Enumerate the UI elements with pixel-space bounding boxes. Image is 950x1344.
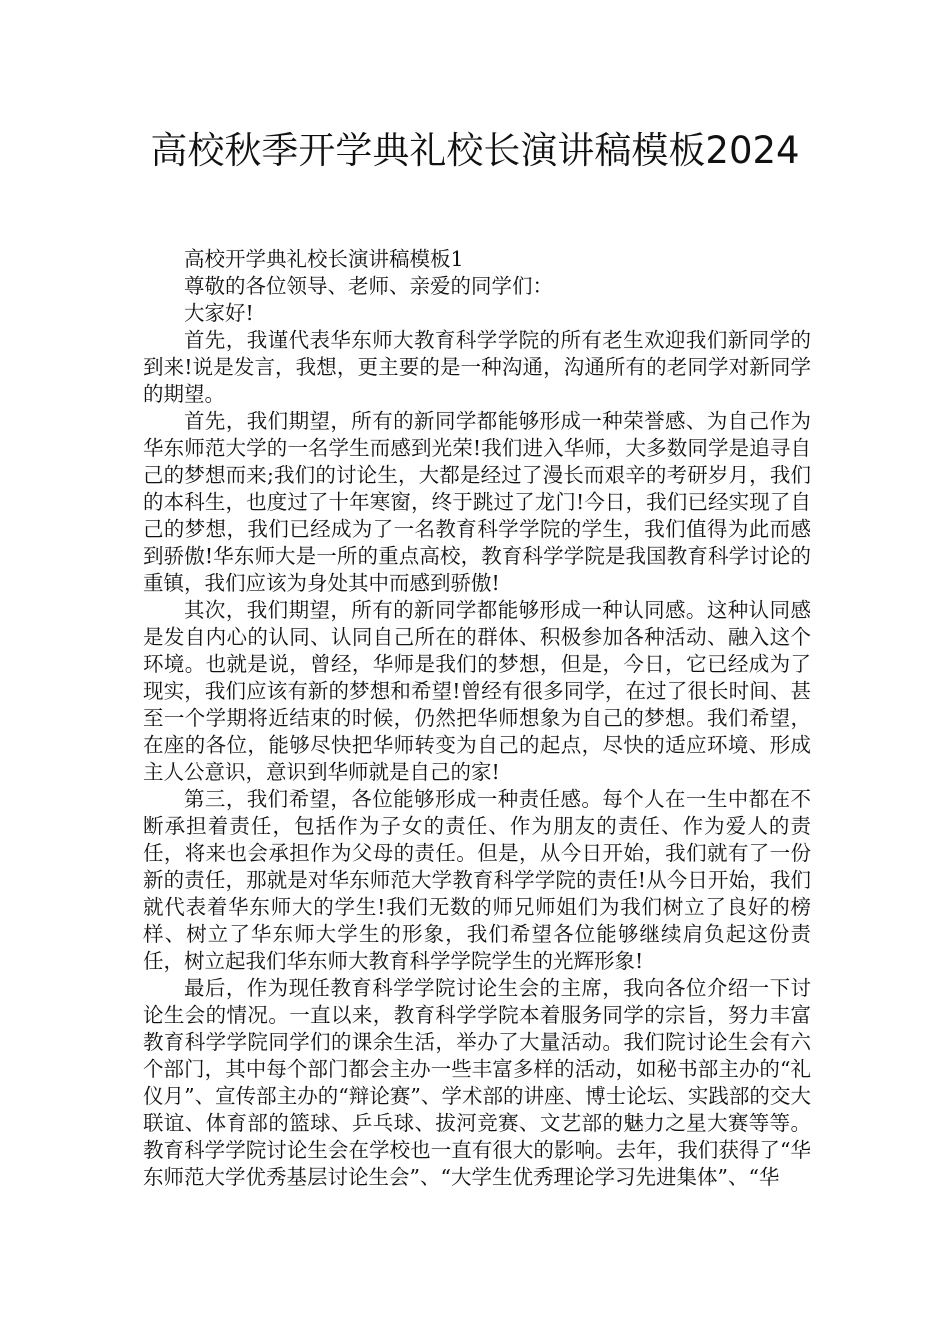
paragraph-greeting: 大家好! [184, 301, 254, 325]
paragraph-honor: 首先，我们期望，所有的新同学都能够形成一种荣誉感、为自己作为华东师范大学的一名学生而感到光荣!我们进入华师，大多数同学是追寻自己的梦想而来;我们的讨论生，大都是经过了漫长而艰辛的考研岁月，我们的本科生，也度过了十年寒窗，终于跳过了龙门!今日，我们已经实现了自己的梦想，我们已经成为了一名教育科学学院的学生，我们值得为此而感到骄傲!华东师大是一所的重点高校，教育科学学院是我国教育科学讨论的重镇，我们应该为身处其中而感到骄傲! [143, 409, 811, 595]
paragraph-subtitle: 高校开学典礼校长演讲稿模板1 [184, 247, 464, 271]
paragraph-identity: 其次，我们期望，所有的新同学都能够形成一种认同感。这种认同感是发自内心的认同、认同自己所在的群体、积极参加各种活动、融入这个环境。也就是说，曾经，华师是我们的梦想，但是，今日，它已经成为了现实，我们应该有新的梦想和希望!曾经有很多同学，在过了很长时间、甚至一个学期将近结束的时候，仍然把华师想象为自己的梦想。我们希望，在座的各位，能够尽快把华师转变为自己的起点，尽快的适应环境、形成主人公意识，意识到华师就是自己的家! [143, 598, 811, 784]
paragraph-intro: 首先，我谨代表华东师大教育科学学院的所有老生欢迎我们新同学的到来!说是发言，我想，更主要的是一种沟通，沟通所有的老同学对新同学的期望。 [143, 328, 811, 406]
paragraph-responsibility: 第三，我们希望，各位能够形成一种责任感。每个人在一生中都在不断承担着责任，包括作为子女的责任、作为朋友的责任、作为爱人的责任，将来也会承担作为父母的责任。但是，从今日开始，我们就有了一份新的责任，那就是对华东师范大学教育科学学院的责任!从今日开始，我们就代表着华东师大的学生!我们无数的师兄师姐们为我们树立了良好的榜样、树立了华东师大学生的形象，我们希望各位能够继续肩负起这份责任，树立起我们华东师大教育科学学院学生的光辉形象! [143, 787, 811, 973]
paragraph-salutation: 尊敬的各位领导、老师、亲爱的同学们： [184, 274, 553, 298]
document-body [143, 246, 811, 1191]
document-title: 高校秋季开学典礼校长演讲稿模板2024 [150, 129, 800, 172]
paragraph-student-union: 最后，作为现任教育科学学院讨论生会的主席，我向各位介绍一下讨论生会的情况。一直以来，教育科学学院本着服务同学的宗旨，努力丰富教育科学学院同学们的课余生活，举办了大量活动。我们院讨论生会有六个部门，其中每个部门都会主办一些丰富多样的活动，如秘书部主办的“礼仪月”、宣传部主办的“辩论赛”、学术部的讲座、博士论坛、实践部的交大联谊、体育部的篮球、乒乓球、拔河竞赛、文艺部的魅力之星大赛等等。教育科学学院讨论生会在学校也一直有很大的影响。去年，我们获得了“华东师范大学优秀基层讨论生会”、“大学生优秀理论学习先进集体”、“华 [143, 976, 811, 1189]
